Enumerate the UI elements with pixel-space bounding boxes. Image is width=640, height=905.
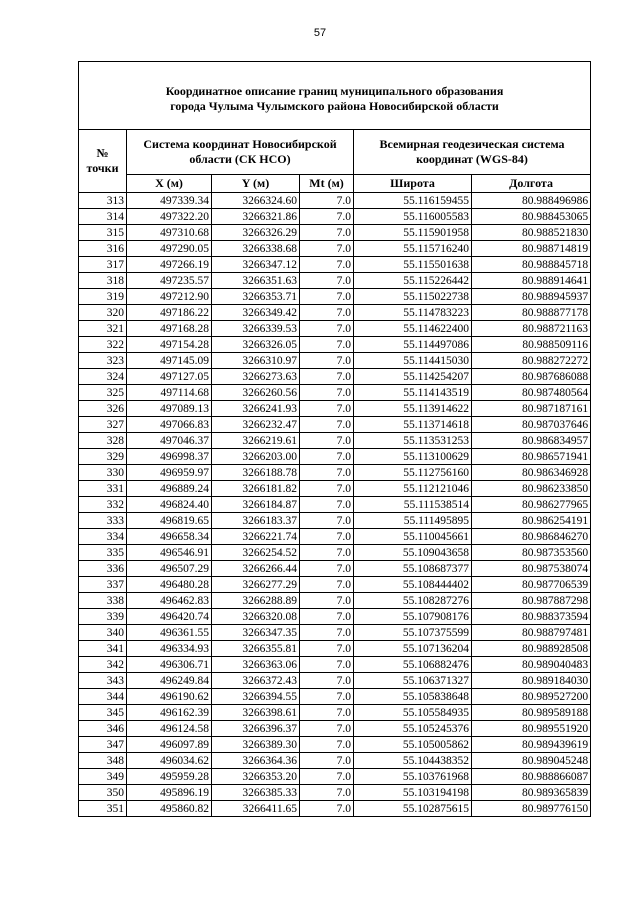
header-y: Y (м) [212,175,300,193]
cell-point-no: 320 [79,305,127,321]
cell-latitude: 55.108687377 [354,561,472,577]
cell-x: 497127.05 [127,369,212,385]
cell-latitude: 55.115901958 [354,225,472,241]
cell-point-no: 345 [79,705,127,721]
cell-mt: 7.0 [300,513,354,529]
table-title [79,62,591,130]
header-nso-system: Система координат Новосибирской области (СК НСО) [127,130,354,175]
cell-latitude: 55.111495895 [354,513,472,529]
cell-longitude: 80.988373594 [472,609,591,625]
table-row [79,321,591,337]
cell-x: 497266.19 [127,257,212,273]
cell-longitude: 80.988914641 [472,273,591,289]
cell-mt: 7.0 [300,305,354,321]
cell-point-no: 329 [79,449,127,465]
cell-mt: 7.0 [300,625,354,641]
cell-point-no: 327 [79,417,127,433]
cell-x: 496998.37 [127,449,212,465]
header-mt: Mt (м) [300,175,354,193]
cell-y: 3266394.55 [212,689,300,705]
cell-mt: 7.0 [300,785,354,801]
cell-mt: 7.0 [300,449,354,465]
table-row [79,625,591,641]
cell-point-no: 350 [79,785,127,801]
cell-y: 3266221.74 [212,529,300,545]
header-longitude: Долгота [472,175,591,193]
cell-longitude: 80.989527200 [472,689,591,705]
cell-x: 497339.34 [127,193,212,209]
table-row [79,209,591,225]
cell-y: 3266353.71 [212,289,300,305]
cell-x: 497186.22 [127,305,212,321]
header-wgs-system: Всемирная геодезическая система координат (WGS-84) [354,130,591,175]
table-row [79,785,591,801]
cell-mt: 7.0 [300,705,354,721]
cell-x: 497235.57 [127,273,212,289]
cell-latitude: 55.114622400 [354,321,472,337]
cell-longitude: 80.987887298 [472,593,591,609]
cell-y: 3266232.47 [212,417,300,433]
cell-mt: 7.0 [300,529,354,545]
cell-latitude: 55.113531253 [354,433,472,449]
cell-y: 3266188.78 [212,465,300,481]
cell-y: 3266266.44 [212,561,300,577]
cell-point-no: 330 [79,465,127,481]
cell-latitude: 55.108444402 [354,577,472,593]
cell-point-no: 342 [79,657,127,673]
cell-point-no: 332 [79,497,127,513]
cell-latitude: 55.107908176 [354,609,472,625]
cell-latitude: 55.115501638 [354,257,472,273]
cell-mt: 7.0 [300,769,354,785]
cell-latitude: 55.107136204 [354,641,472,657]
cell-y: 3266181.82 [212,481,300,497]
cell-longitude: 80.989040483 [472,657,591,673]
cell-y: 3266411.65 [212,801,300,817]
cell-longitude: 80.986277965 [472,497,591,513]
table-row [79,481,591,497]
cell-x: 497168.28 [127,321,212,337]
cell-x: 497154.28 [127,337,212,353]
table-row [79,609,591,625]
cell-mt: 7.0 [300,241,354,257]
cell-x: 497290.05 [127,241,212,257]
table-row [79,241,591,257]
cell-latitude: 55.105005862 [354,737,472,753]
cell-latitude: 55.116005583 [354,209,472,225]
cell-point-no: 343 [79,673,127,689]
cell-point-no: 319 [79,289,127,305]
cell-mt: 7.0 [300,433,354,449]
cell-y: 3266183.37 [212,513,300,529]
cell-point-no: 318 [79,273,127,289]
cell-point-no: 317 [79,257,127,273]
cell-y: 3266372.43 [212,673,300,689]
cell-longitude: 80.988797481 [472,625,591,641]
table-row [79,257,591,273]
cell-y: 3266398.61 [212,705,300,721]
cell-mt: 7.0 [300,321,354,337]
cell-x: 495896.19 [127,785,212,801]
cell-point-no: 331 [79,481,127,497]
cell-y: 3266353.20 [212,769,300,785]
cell-mt: 7.0 [300,561,354,577]
cell-x: 495860.82 [127,801,212,817]
cell-latitude: 55.109043658 [354,545,472,561]
header-x: X (м) [127,175,212,193]
table-body [79,193,591,817]
cell-latitude: 55.115716240 [354,241,472,257]
cell-y: 3266385.33 [212,785,300,801]
cell-latitude: 55.110045661 [354,529,472,545]
cell-y: 3266219.61 [212,433,300,449]
cell-y: 3266349.42 [212,305,300,321]
table-row [79,465,591,481]
cell-latitude: 55.103761968 [354,769,472,785]
cell-x: 497046.37 [127,433,212,449]
table-row [79,689,591,705]
cell-y: 3266241.93 [212,401,300,417]
cell-point-no: 338 [79,593,127,609]
cell-x: 496819.65 [127,513,212,529]
cell-point-no: 339 [79,609,127,625]
cell-x: 496306.71 [127,657,212,673]
cell-mt: 7.0 [300,497,354,513]
cell-longitude: 80.988721163 [472,321,591,337]
cell-point-no: 340 [79,625,127,641]
cell-latitude: 55.112121046 [354,481,472,497]
cell-longitude: 80.989439619 [472,737,591,753]
table-row [79,401,591,417]
cell-x: 497310.68 [127,225,212,241]
cell-longitude: 80.987706539 [472,577,591,593]
cell-y: 3266260.56 [212,385,300,401]
cell-x: 497089.13 [127,401,212,417]
cell-mt: 7.0 [300,257,354,273]
cell-latitude: 55.114783223 [354,305,472,321]
table-row [79,369,591,385]
cell-y: 3266184.87 [212,497,300,513]
cell-x: 496462.83 [127,593,212,609]
cell-longitude: 80.988714819 [472,241,591,257]
cell-mt: 7.0 [300,289,354,305]
table-row [79,721,591,737]
cell-x: 496959.97 [127,465,212,481]
cell-x: 496361.55 [127,625,212,641]
cell-longitude: 80.988845718 [472,257,591,273]
cell-longitude: 80.988866087 [472,769,591,785]
cell-x: 497066.83 [127,417,212,433]
cell-y: 3266277.29 [212,577,300,593]
cell-mt: 7.0 [300,337,354,353]
cell-latitude: 55.105584935 [354,705,472,721]
cell-latitude: 55.115226442 [354,273,472,289]
cell-longitude: 80.988877178 [472,305,591,321]
table-row [79,385,591,401]
cell-longitude: 80.988272272 [472,353,591,369]
cell-x: 496507.29 [127,561,212,577]
table-row [79,497,591,513]
cell-latitude: 55.105245376 [354,721,472,737]
table-row [79,529,591,545]
table-row [79,433,591,449]
cell-mt: 7.0 [300,481,354,497]
table-row [79,561,591,577]
cell-longitude: 80.989184030 [472,673,591,689]
cell-longitude: 80.988945937 [472,289,591,305]
cell-point-no: 337 [79,577,127,593]
cell-x: 496546.91 [127,545,212,561]
cell-x: 496480.28 [127,577,212,593]
cell-y: 3266326.05 [212,337,300,353]
cell-y: 3266203.00 [212,449,300,465]
cell-longitude: 80.989365839 [472,785,591,801]
table-row [79,513,591,529]
cell-longitude: 80.987037646 [472,417,591,433]
cell-mt: 7.0 [300,801,354,817]
table-row [79,641,591,657]
cell-x: 496162.39 [127,705,212,721]
cell-y: 3266320.08 [212,609,300,625]
cell-latitude: 55.113100629 [354,449,472,465]
cell-mt: 7.0 [300,657,354,673]
cell-longitude: 80.986846270 [472,529,591,545]
table-row [79,449,591,465]
cell-x: 496889.24 [127,481,212,497]
cell-y: 3266326.29 [212,225,300,241]
cell-point-no: 346 [79,721,127,737]
table-row [79,353,591,369]
cell-longitude: 80.988521830 [472,225,591,241]
cell-point-no: 324 [79,369,127,385]
cell-mt: 7.0 [300,273,354,289]
cell-latitude: 55.106882476 [354,657,472,673]
cell-mt: 7.0 [300,609,354,625]
cell-latitude: 55.116159455 [354,193,472,209]
cell-y: 3266363.06 [212,657,300,673]
cell-x: 496124.58 [127,721,212,737]
cell-y: 3266355.81 [212,641,300,657]
cell-x: 496190.62 [127,689,212,705]
cell-longitude: 80.987538074 [472,561,591,577]
cell-latitude: 55.105838648 [354,689,472,705]
cell-x: 496249.84 [127,673,212,689]
cell-point-no: 334 [79,529,127,545]
cell-mt: 7.0 [300,385,354,401]
cell-point-no: 335 [79,545,127,561]
cell-point-no: 341 [79,641,127,657]
cell-latitude: 55.106371327 [354,673,472,689]
table-row [79,705,591,721]
cell-y: 3266351.63 [212,273,300,289]
cell-latitude: 55.115022738 [354,289,472,305]
table-row [79,737,591,753]
cell-latitude: 55.108287276 [354,593,472,609]
cell-point-no: 351 [79,801,127,817]
table-row [79,657,591,673]
cell-y: 3266273.63 [212,369,300,385]
cell-longitude: 80.989551920 [472,721,591,737]
cell-point-no: 344 [79,689,127,705]
table-row [79,545,591,561]
cell-longitude: 80.986233850 [472,481,591,497]
cell-point-no: 323 [79,353,127,369]
page-number: 57 [313,27,327,39]
cell-longitude: 80.988509116 [472,337,591,353]
cell-point-no: 347 [79,737,127,753]
table-row [79,305,591,321]
cell-mt: 7.0 [300,689,354,705]
cell-point-no: 348 [79,753,127,769]
cell-y: 3266288.89 [212,593,300,609]
table-row [79,593,591,609]
cell-longitude: 80.989045248 [472,753,591,769]
cell-longitude: 80.986254191 [472,513,591,529]
cell-mt: 7.0 [300,465,354,481]
cell-x: 497145.09 [127,353,212,369]
cell-y: 3266347.12 [212,257,300,273]
cell-mt: 7.0 [300,225,354,241]
cell-y: 3266310.97 [212,353,300,369]
cell-longitude: 80.986571941 [472,449,591,465]
cell-x: 497114.68 [127,385,212,401]
cell-latitude: 55.102875615 [354,801,472,817]
cell-y: 3266347.35 [212,625,300,641]
table-row [79,273,591,289]
cell-mt: 7.0 [300,417,354,433]
cell-mt: 7.0 [300,593,354,609]
cell-mt: 7.0 [300,193,354,209]
table-row [79,289,591,305]
cell-point-no: 314 [79,209,127,225]
cell-longitude: 80.986834957 [472,433,591,449]
cell-x: 495959.28 [127,769,212,785]
cell-longitude: 80.987353560 [472,545,591,561]
cell-x: 497322.20 [127,209,212,225]
cell-latitude: 55.114143519 [354,385,472,401]
cell-mt: 7.0 [300,401,354,417]
cell-longitude: 80.987686088 [472,369,591,385]
cell-point-no: 325 [79,385,127,401]
cell-latitude: 55.107375599 [354,625,472,641]
cell-mt: 7.0 [300,353,354,369]
cell-mt: 7.0 [300,545,354,561]
cell-x: 496420.74 [127,609,212,625]
cell-latitude: 55.111538514 [354,497,472,513]
cell-point-no: 316 [79,241,127,257]
header-latitude: Широта [354,175,472,193]
cell-x: 496097.89 [127,737,212,753]
cell-y: 3266364.36 [212,753,300,769]
cell-longitude: 80.989589188 [472,705,591,721]
cell-point-no: 326 [79,401,127,417]
cell-longitude: 80.988928508 [472,641,591,657]
title-line-1: Координатное описание границ муниципального образования [165,83,504,98]
cell-x: 496824.40 [127,497,212,513]
cell-mt: 7.0 [300,673,354,689]
cell-point-no: 322 [79,337,127,353]
table-row [79,225,591,241]
cell-latitude: 55.104438352 [354,753,472,769]
cell-latitude: 55.114415030 [354,353,472,369]
cell-y: 3266338.68 [212,241,300,257]
cell-point-no: 336 [79,561,127,577]
cell-latitude: 55.113914622 [354,401,472,417]
cell-y: 3266396.37 [212,721,300,737]
cell-latitude: 55.114254207 [354,369,472,385]
cell-longitude: 80.988453065 [472,209,591,225]
cell-y: 3266339.53 [212,321,300,337]
cell-y: 3266254.52 [212,545,300,561]
table-row [79,673,591,689]
table-row [79,193,591,209]
cell-point-no: 321 [79,321,127,337]
cell-y: 3266321.86 [212,209,300,225]
cell-x: 496658.34 [127,529,212,545]
coordinates-table [78,61,591,817]
cell-point-no: 349 [79,769,127,785]
cell-x: 496334.93 [127,641,212,657]
cell-x: 497212.90 [127,289,212,305]
cell-point-no: 333 [79,513,127,529]
cell-longitude: 80.988496986 [472,193,591,209]
title-line-2: города Чулыма Чулымского района Новосибирской области [170,98,499,113]
cell-mt: 7.0 [300,369,354,385]
cell-y: 3266324.60 [212,193,300,209]
cell-latitude: 55.114497086 [354,337,472,353]
cell-y: 3266389.30 [212,737,300,753]
cell-mt: 7.0 [300,641,354,657]
cell-point-no: 315 [79,225,127,241]
cell-mt: 7.0 [300,753,354,769]
cell-mt: 7.0 [300,737,354,753]
table-row [79,577,591,593]
cell-mt: 7.0 [300,209,354,225]
cell-latitude: 55.113714618 [354,417,472,433]
cell-longitude: 80.987187161 [472,401,591,417]
cell-latitude: 55.103194198 [354,785,472,801]
table-row [79,801,591,817]
cell-point-no: 328 [79,433,127,449]
cell-x: 496034.62 [127,753,212,769]
table-row [79,417,591,433]
cell-mt: 7.0 [300,721,354,737]
cell-longitude: 80.989776150 [472,801,591,817]
table-row [79,753,591,769]
table-row [79,769,591,785]
cell-latitude: 55.112756160 [354,465,472,481]
cell-mt: 7.0 [300,577,354,593]
table-row [79,337,591,353]
cell-longitude: 80.986346928 [472,465,591,481]
header-point-no: № точки [79,130,127,193]
cell-longitude: 80.987480564 [472,385,591,401]
cell-point-no: 313 [79,193,127,209]
